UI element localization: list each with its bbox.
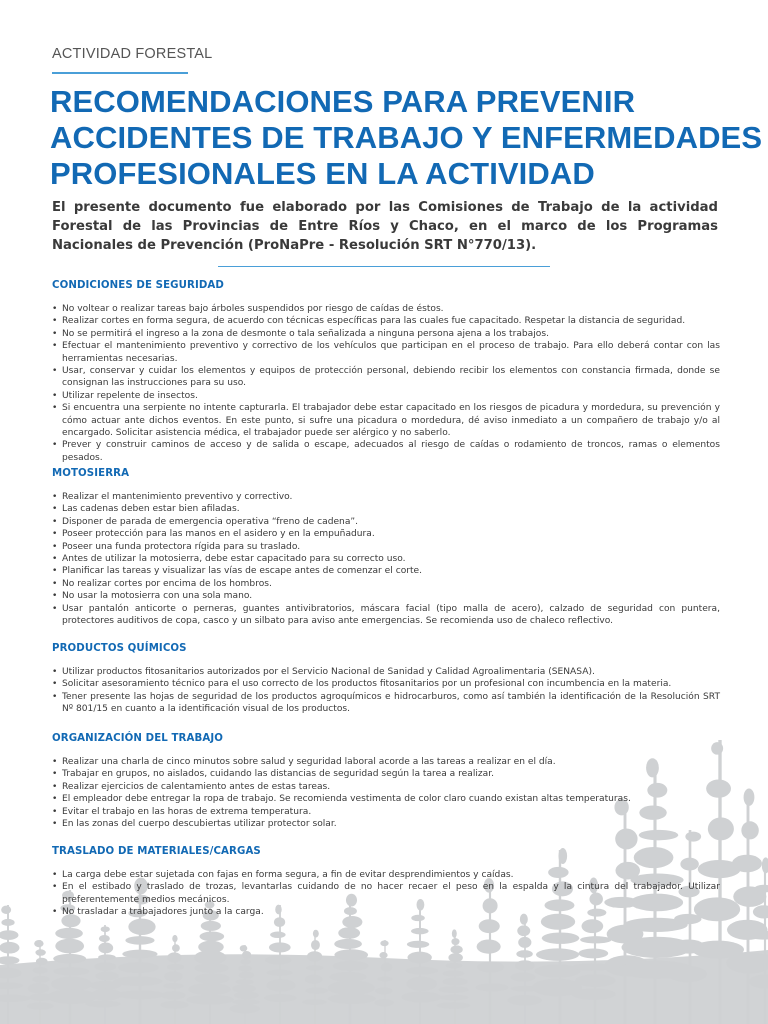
- list-item: • Usar, conservar y cuidar los elementos y equipos de protección personal, debiendo recibir los elementos con constancia firmada, donde se consignan las instrucciones para su uso.: [52, 365, 720, 390]
- section-title: ORGANIZACIÓN DEL TRABAJO: [52, 733, 223, 744]
- bullet-list: [52, 491, 720, 627]
- list-item: • Tener presente las hojas de seguridad de los productos agroquímicos e hidrocarburos, como así también la identificación de la Resolución SRT Nº 801/15 en cuanto a la identificación visual de los productos.: [52, 691, 720, 716]
- list-item: • No realizar cortes por encima de los hombros.: [52, 578, 720, 590]
- list-item: • Efectuar el mantenimiento preventivo y correctivo de los vehículos que participan en el proceso de trabajo. Para ello deberá contar con las herramientas necesarias.: [52, 340, 720, 365]
- list-item: • Realizar ejercicios de calentamiento antes de estas tareas.: [52, 781, 720, 793]
- intro-paragraph: El presente documento fue elaborado por las Comisiones de Trabajo de la actividad Forestal de las Provincias de Entre Ríos y Chaco, en el marco de los Programas Nacionales de Prevención (ProNaPre - Resolución SRT N°770/13).: [52, 200, 718, 253]
- list-item: • Usar pantalón anticorte o perneras, guantes antivibratorios, máscara facial (tipo malla de acero), calzado de seguridad con puntera, protectores auditivos de copa, casco y un silbato para aviso ante emergencias. Se recomienda uso de chaleco reflectivo.: [52, 603, 720, 628]
- list-item: • En las zonas del cuerpo descubiertas utilizar protector solar.: [52, 818, 720, 830]
- bullet-list: [52, 303, 720, 464]
- section-organizacion-del-trabajo: [52, 733, 720, 830]
- list-item: • Disponer de parada de emergencia operativa “freno de cadena”.: [52, 516, 720, 528]
- list-item: • No trasladar a trabajadores junto a la carga.: [52, 906, 720, 918]
- section-productos-quimicos: [52, 643, 720, 716]
- list-item: • Poseer protección para las manos en el asidero y en la empuñadura.: [52, 528, 720, 540]
- list-item: • Realizar cortes en forma segura, de acuerdo con técnicas específicas para las cuales fue capacitado. Respetar la distancia de seguridad.: [52, 315, 720, 327]
- title-line: ACCIDENTES DE TRABAJO Y ENFERMEDADES: [50, 120, 763, 155]
- bullet-list: [52, 869, 720, 919]
- section-title: TRASLADO DE MATERIALES/CARGAS: [52, 846, 261, 857]
- list-item: • No voltear o realizar tareas bajo árboles suspendidos por riesgo de caídas de éstos.: [52, 303, 720, 315]
- title-line: PROFESIONALES EN LA ACTIVIDAD: [50, 156, 595, 191]
- bullet-list: [52, 666, 720, 716]
- category-divider: [52, 72, 188, 74]
- bullet-list: [52, 756, 720, 830]
- intro-divider: [218, 266, 550, 267]
- document-category: ACTIVIDAD FORESTAL: [52, 46, 213, 62]
- list-item: • No se permitirá el ingreso a la zona de desmonte o tala señalizada a ninguna persona ajena a los trabajos.: [52, 328, 720, 340]
- list-item: • Antes de utilizar la motosierra, debe estar capacitado para su correcto uso.: [52, 553, 720, 565]
- document-title: [50, 84, 762, 192]
- list-item: • Solicitar asesoramiento técnico para el uso correcto de los productos fitosanitarios por un profesional con incumbencia en la materia.: [52, 678, 720, 690]
- section-motosierra: [52, 468, 720, 627]
- list-item: • No usar la motosierra con una sola mano.: [52, 590, 720, 602]
- list-item: • Prever y construir caminos de acceso y de salida o escape, adecuados al riesgo de caídas o rodamiento de troncos, ramas o elementos pesados.: [52, 439, 720, 464]
- list-item: • En el estibado y traslado de trozas, levantarlas cuidando de no hacer recaer el peso en la espalda y la cintura del trabajador. Utilizar preferentemente medios mecánicos.: [52, 881, 720, 906]
- list-item: • Las cadenas deben estar bien afiladas.: [52, 503, 720, 515]
- section-title: CONDICIONES DE SEGURIDAD: [52, 280, 224, 291]
- section-condiciones-de-seguridad: [52, 280, 720, 464]
- list-item: • Planificar las tareas y visualizar las vías de escape antes de comenzar el corte.: [52, 565, 720, 577]
- list-item: • Evitar el trabajo en las horas de extrema temperatura.: [52, 806, 720, 818]
- list-item: • Si encuentra una serpiente no intente capturarla. El trabajador debe estar capacitado en los riesgos de picadura y mordedura, su prevención y cómo actuar ante dichos eventos. En este punto, si sufre una picadura o mordedura, dé aviso inmediato a un compañero de trabajo y/o al encargado. Solicitar asistencia médica, el trabajador puede ser alérgico y no saberlo.: [52, 402, 720, 439]
- list-item: • Utilizar repelente de insectos.: [52, 390, 720, 402]
- title-line: RECOMENDACIONES PARA PREVENIR: [50, 84, 636, 119]
- list-item: • Poseer una funda protectora rígida para su traslado.: [52, 541, 720, 553]
- list-item: • Realizar una charla de cinco minutos sobre salud y seguridad laboral acorde a las tareas a realizar en el día.: [52, 756, 720, 768]
- section-title: MOTOSIERRA: [52, 468, 130, 479]
- list-item: • Realizar el mantenimiento preventivo y correctivo.: [52, 491, 720, 503]
- list-item: • La carga debe estar sujetada con fajas en forma segura, a fin de evitar desprendimientos y caídas.: [52, 869, 720, 881]
- list-item: • Utilizar productos fitosanitarios autorizados por el Servicio Nacional de Sanidad y Calidad Agroalimentaria (SENASA).: [52, 666, 720, 678]
- section-traslado-de-materiales: [52, 846, 720, 919]
- section-title: PRODUCTOS QUÍMICOS: [52, 643, 187, 654]
- list-item: • Trabajar en grupos, no aislados, cuidando las distancias de seguridad según la tarea a realizar.: [52, 768, 720, 780]
- list-item: • El empleador debe entregar la ropa de trabajo. Se recomienda vestimenta de color claro cuando existan altas temperaturas.: [52, 793, 720, 805]
